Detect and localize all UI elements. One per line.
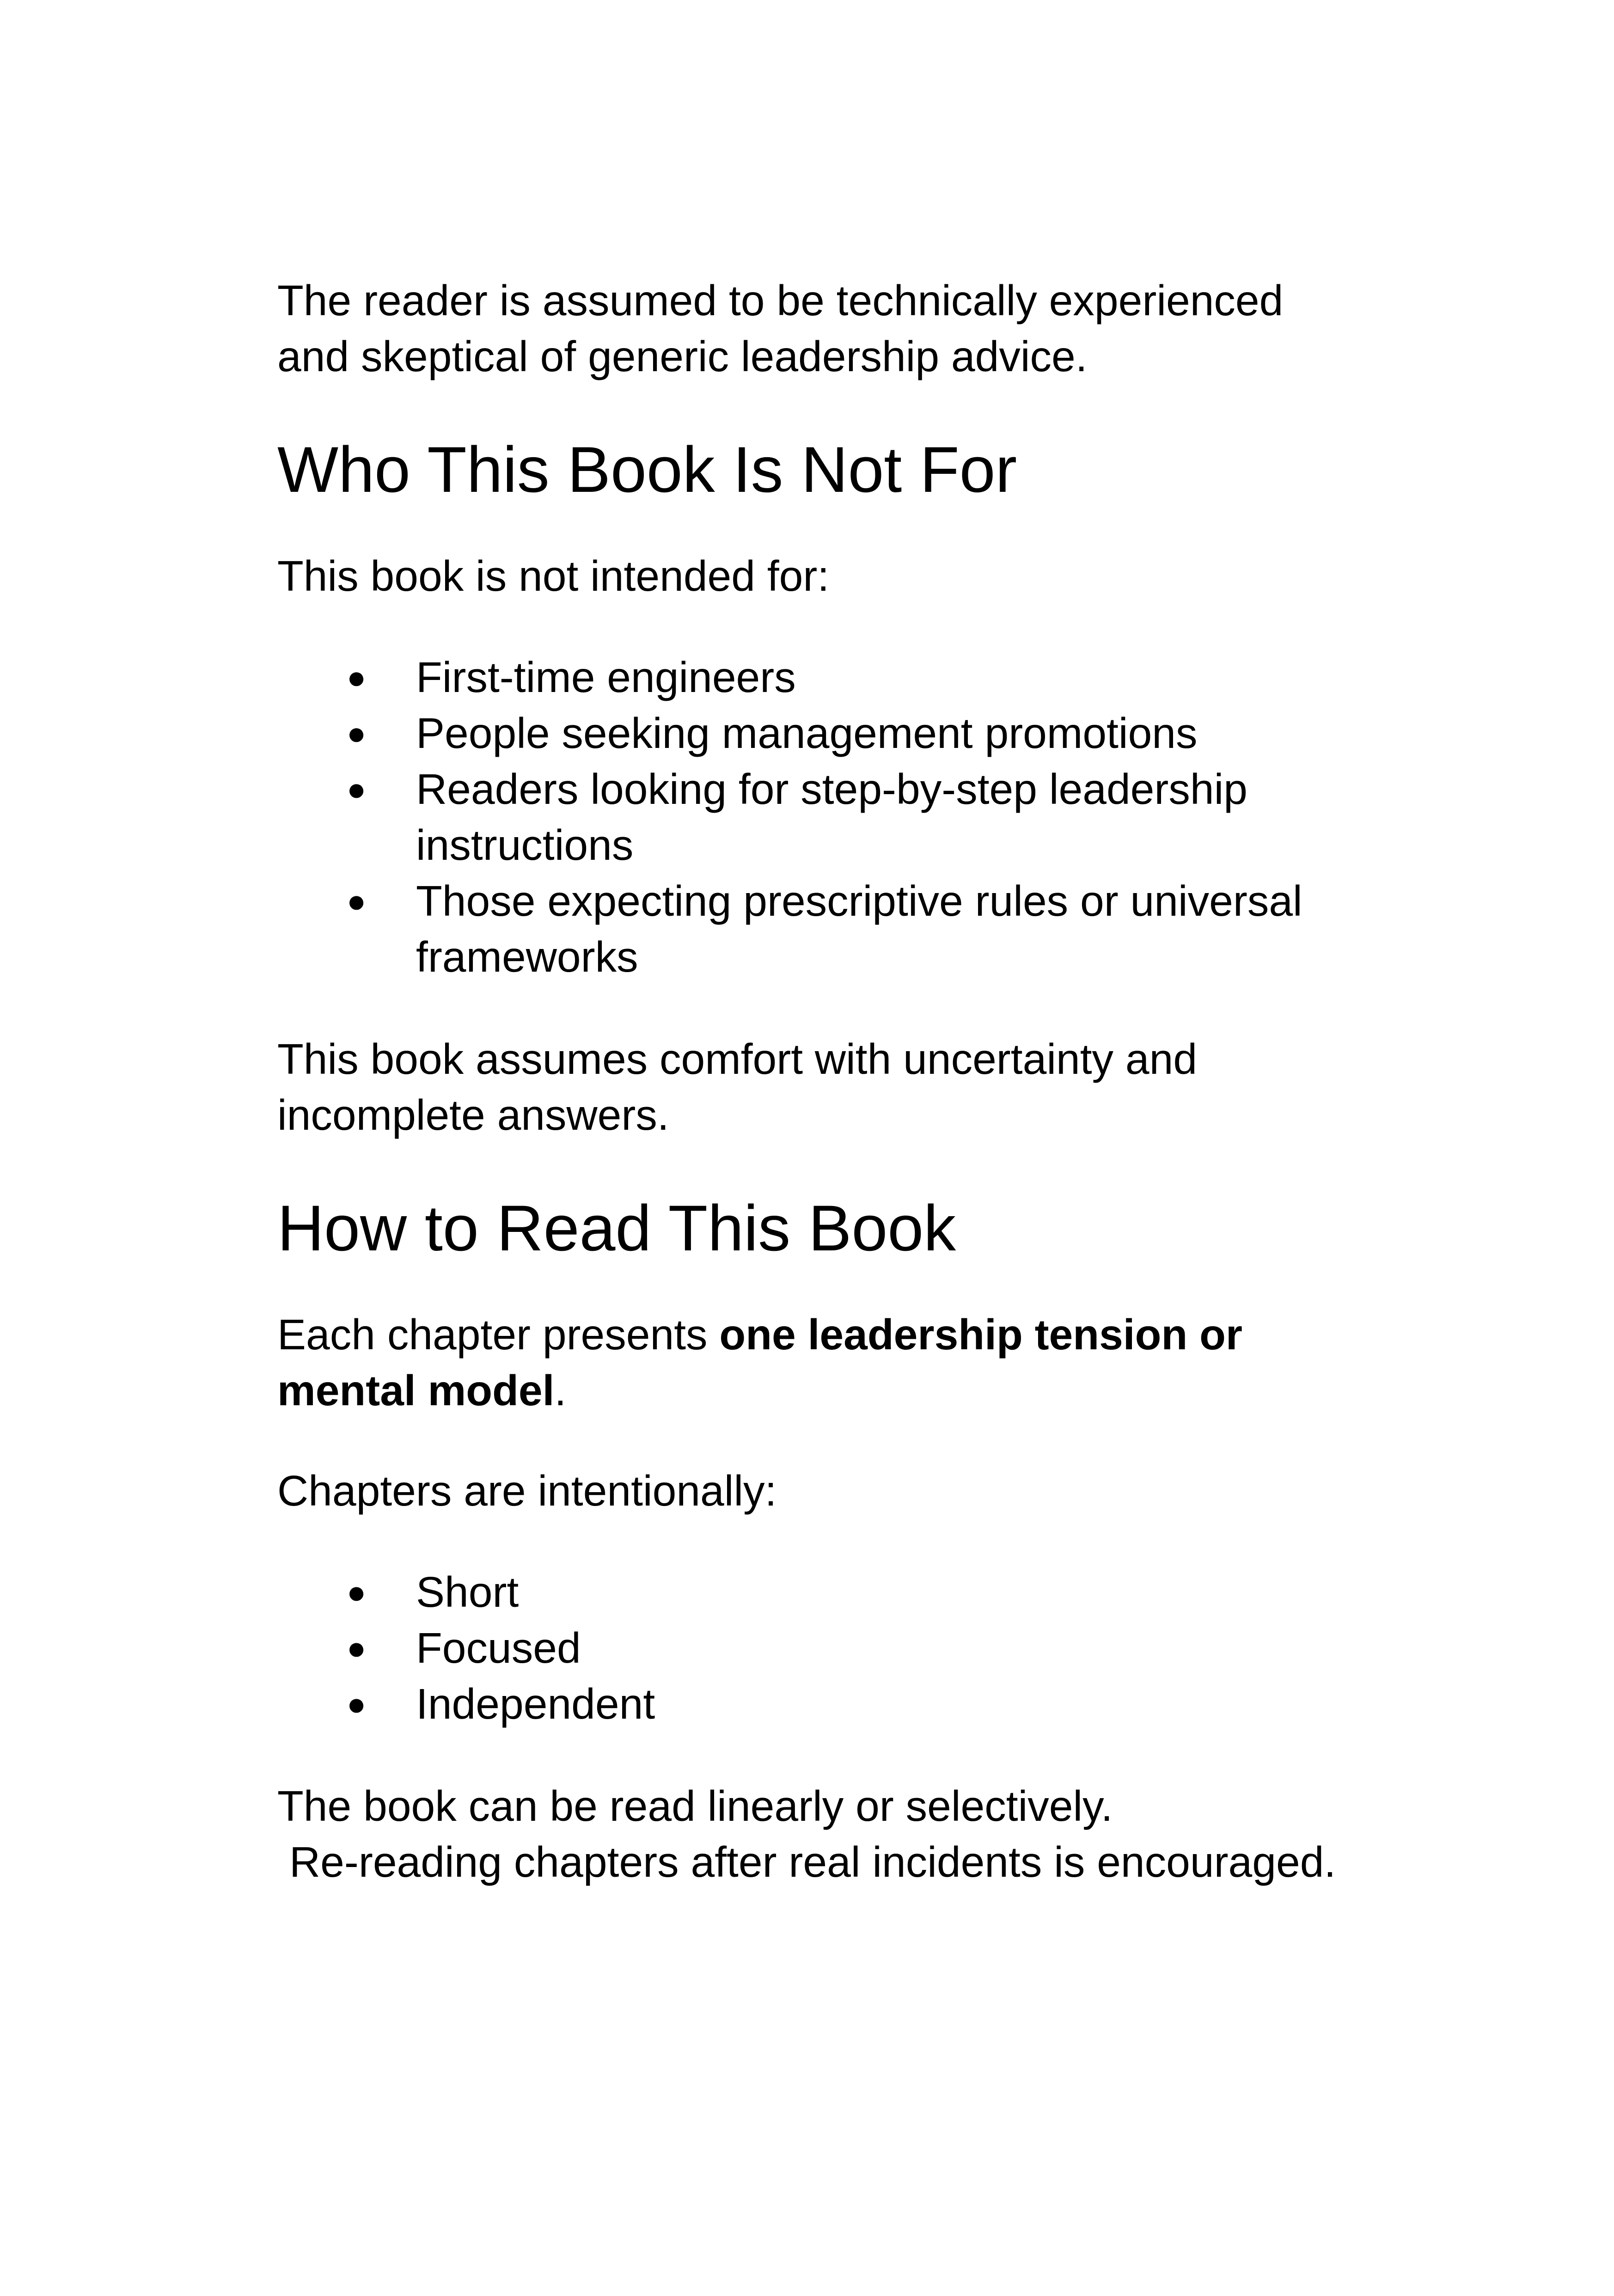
not-for-closing: [277, 1031, 1340, 1143]
closing-line-2: Re-reading chapters after real incidents is encouraged.: [289, 1838, 1336, 1886]
list-item: [277, 649, 1340, 705]
section-heading-how-to-read: How to Read This Book: [277, 1192, 956, 1264]
list-item: [277, 1676, 1340, 1732]
bullet-icon: ●: [347, 771, 367, 807]
intro-paragraph: [277, 273, 1340, 385]
list-item-text: Focused: [416, 1624, 581, 1672]
intro-line-1: The reader is assumed to be technically experienced: [277, 276, 1284, 325]
bold-phrase-line-2: mental model: [277, 1366, 555, 1414]
closing-line-1: This book assumes comfort with uncertainty and: [277, 1035, 1198, 1083]
list-item-text: Short: [416, 1568, 519, 1616]
page-content: [277, 273, 1340, 1890]
chapters-list: [277, 1564, 1340, 1732]
chapters-lead: Chapters are intentionally:: [277, 1467, 777, 1515]
list-item: [277, 761, 1340, 873]
list-item: [277, 1564, 1340, 1620]
list-item: [277, 705, 1340, 761]
bold-phrase-line-1: one leadership tension or: [719, 1310, 1243, 1359]
how-to-read-closing: [277, 1778, 1340, 1890]
list-item-text: First-time engineers: [416, 653, 796, 701]
list-item: [277, 873, 1340, 985]
list-item-text-continued: frameworks: [416, 933, 638, 981]
closing-line-2: incomplete answers.: [277, 1091, 669, 1139]
not-for-list: [277, 649, 1340, 985]
list-item-text: Those expecting prescriptive rules or universal: [416, 877, 1302, 925]
closing-line-1: The book can be read linearly or selectively.: [277, 1782, 1113, 1830]
list-item: [277, 1620, 1340, 1676]
section-heading-not-for: Who This Book Is Not For: [277, 433, 1017, 506]
list-item-text: Readers looking for step-by-step leadership: [416, 765, 1247, 813]
list-item-text: People seeking management promotions: [416, 709, 1198, 757]
bullet-icon: ●: [347, 1574, 367, 1610]
bullet-icon: ●: [347, 883, 367, 919]
bullet-icon: ●: [347, 659, 367, 695]
bullet-icon: ●: [347, 1686, 367, 1722]
not-for-lead: This book is not intended for:: [277, 552, 830, 600]
intro-line-2: and skeptical of generic leadership advice.: [277, 332, 1088, 380]
paragraph-prefix: Each chapter presents: [277, 1310, 720, 1359]
list-item-text-continued: instructions: [416, 821, 634, 869]
bullet-icon: ●: [347, 715, 367, 751]
list-item-text: Independent: [416, 1680, 655, 1728]
paragraph-suffix: .: [554, 1366, 567, 1414]
how-to-read-paragraph: [277, 1307, 1340, 1419]
bullet-icon: ●: [347, 1630, 367, 1666]
